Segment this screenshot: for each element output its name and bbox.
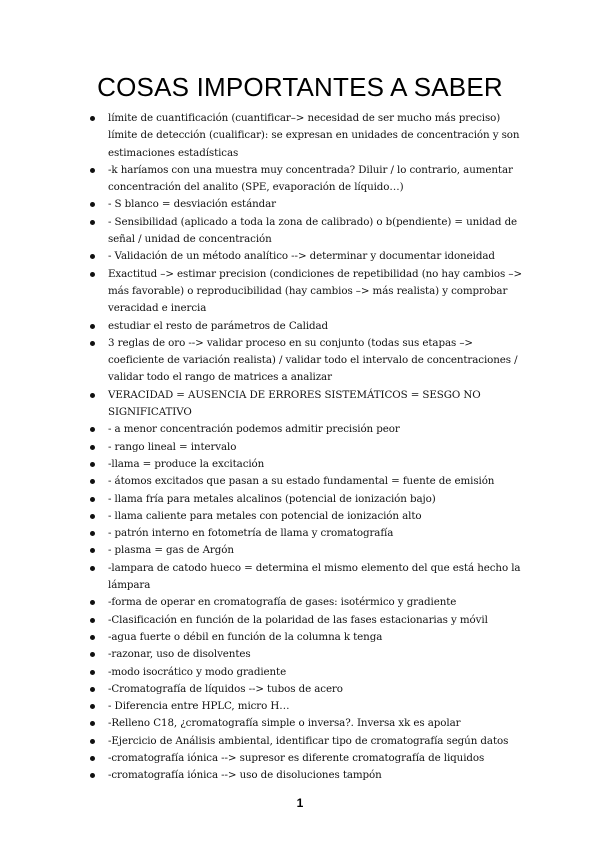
bullet-icon bbox=[90, 272, 95, 277]
list-item-text: -modo isocrático y modo gradiente bbox=[108, 665, 287, 678]
page-number: 1 bbox=[296, 796, 304, 810]
list-item-text: -Clasificación en función de la polaridad de las fases estacionarias y móvil bbox=[108, 613, 488, 626]
list-item bbox=[0, 560, 600, 595]
list-item bbox=[0, 439, 600, 456]
list-item bbox=[0, 664, 600, 681]
list-item-text: -Cromatografía de líquidos --> tubos de acero bbox=[108, 682, 343, 695]
list-item-text: - átomos excitados que pasan a su estado fundamental = fuente de emisión bbox=[108, 475, 495, 488]
list-item-text: - rango lineal = intervalo bbox=[108, 440, 237, 453]
list-item-text: - llama caliente para metales con potencial de ionización alto bbox=[108, 509, 422, 522]
list-item bbox=[0, 387, 600, 422]
list-item bbox=[0, 750, 600, 767]
list-item bbox=[0, 456, 600, 473]
list-item-text: - Sensibilidad (aplicado a toda la zona de calibrado) o b(pendiente) = unidad de señal / unidad de concentración bbox=[108, 215, 518, 246]
list-item-text: estudiar el resto de parámetros de Calidad bbox=[108, 319, 329, 332]
bullet-icon bbox=[90, 497, 95, 502]
list-item bbox=[0, 525, 600, 542]
list-item-text: -llama = produce la excitación bbox=[108, 457, 265, 470]
list-item bbox=[0, 318, 600, 335]
bullet-icon bbox=[90, 652, 95, 657]
list-item-text: -k haríamos con una muestra muy concentrada? Diluir / lo contrario, aumentar concentración del analito (SPE, evaporación de líquido…) bbox=[108, 163, 513, 194]
list-item-text: -Ejercicio de Análisis ambiental, identificar tipo de cromatografía según datos bbox=[108, 734, 509, 747]
list-item-text: -cromatografía iónica --> supresor es diferente cromatografía de liquidos bbox=[108, 751, 485, 764]
page-title: COSAS IMPORTANTES A SABER bbox=[97, 72, 503, 102]
list-item bbox=[0, 698, 600, 715]
list-item-text: - Diferencia entre HPLC, micro H… bbox=[108, 700, 290, 713]
list-item-text: -razonar, uso de disolventes bbox=[108, 648, 251, 661]
list-item-text: - a menor concentración podemos admitir precisión peor bbox=[108, 423, 400, 436]
list-item bbox=[0, 110, 600, 162]
bullet-icon bbox=[90, 393, 95, 398]
bullet-list bbox=[0, 110, 600, 785]
list-item bbox=[0, 733, 600, 750]
bullet-icon bbox=[90, 116, 95, 121]
list-item-text: - patrón interno en fotometría de llama y cromatografía bbox=[108, 527, 394, 540]
list-item bbox=[0, 508, 600, 525]
list-item bbox=[0, 214, 600, 249]
list-item bbox=[0, 767, 600, 784]
list-item bbox=[0, 594, 600, 611]
bullet-icon bbox=[90, 462, 95, 467]
bullet-icon bbox=[90, 531, 95, 536]
list-item-text: -cromatografía iónica --> uso de disoluciones tampón bbox=[108, 769, 382, 782]
list-item-text: - plasma = gas de Argón bbox=[108, 544, 234, 557]
list-item-text: - S blanco = desviación estándar bbox=[108, 198, 276, 211]
bullet-icon bbox=[90, 566, 95, 571]
bullet-icon bbox=[90, 635, 95, 640]
list-item bbox=[0, 162, 600, 197]
bullet-icon bbox=[90, 514, 95, 519]
list-item bbox=[0, 629, 600, 646]
list-item-text: límite de cuantificación (cuantificar–> necesidad de ser mucho más preciso) límite de detección (cualificar): se expresan en unidades de concentración y son estimaciones estadísticas bbox=[108, 112, 520, 159]
list-item-text: VERACIDAD = AUSENCIA DE ERRORES SISTEMÁTICOS = SESGO NO SIGNIFICATIVO bbox=[108, 388, 481, 419]
list-item-text: -agua fuerte o débil en función de la columna k tenga bbox=[108, 630, 383, 643]
list-item bbox=[0, 473, 600, 490]
bullet-icon bbox=[90, 600, 95, 605]
list-item-text: Exactitud –> estimar precision (condiciones de repetibilidad (no hay cambios –> más favorable) o reproducibilidad (hay cambios –> más realista) y comprobar veracidad e inercia bbox=[108, 267, 522, 315]
bullet-icon bbox=[90, 324, 95, 329]
bullet-icon bbox=[90, 670, 95, 675]
list-item bbox=[0, 248, 600, 265]
bullet-icon bbox=[90, 341, 95, 346]
list-item-text: -Relleno C18, ¿cromatografía simple o inversa?. Inversa xk es apolar bbox=[108, 717, 461, 730]
list-item-text: -forma de operar en cromatografía de gases: isotérmico y gradiente bbox=[108, 596, 457, 609]
bullet-icon bbox=[90, 202, 95, 207]
bullet-icon bbox=[90, 618, 95, 623]
list-item-text: 3 reglas de oro --> validar proceso en su conjunto (todas sus etapas –> coeficiente de variación realista) / validar todo el intervalo de concentraciones / validar todo el rango de matrices a analizar bbox=[108, 336, 518, 384]
bullet-icon bbox=[90, 548, 95, 553]
list-item bbox=[0, 681, 600, 698]
list-item bbox=[0, 542, 600, 559]
bullet-icon bbox=[90, 739, 95, 744]
list-item bbox=[0, 266, 600, 318]
bullet-icon bbox=[90, 687, 95, 692]
bullet-icon bbox=[90, 427, 95, 432]
list-item bbox=[0, 421, 600, 438]
list-item bbox=[0, 715, 600, 732]
bullet-icon bbox=[90, 704, 95, 709]
list-item bbox=[0, 196, 600, 213]
bullet-icon bbox=[90, 168, 95, 173]
list-item-text: - llama fría para metales alcalinos (potencial de ionización bajo) bbox=[108, 492, 436, 505]
list-item bbox=[0, 646, 600, 663]
bullet-icon bbox=[90, 445, 95, 450]
bullet-icon bbox=[90, 721, 95, 726]
bullet-icon bbox=[90, 773, 95, 778]
list-item bbox=[0, 491, 600, 508]
bullet-icon bbox=[90, 254, 95, 259]
list-item-text: - Validación de un método analítico --> determinar y documentar idoneidad bbox=[108, 250, 495, 263]
bullet-icon bbox=[90, 756, 95, 761]
list-item bbox=[0, 335, 600, 387]
list-item-text: -lampara de catodo hueco = determina el mismo elemento del que está hecho la lámpara bbox=[108, 561, 521, 592]
bullet-icon bbox=[90, 479, 95, 484]
list-item bbox=[0, 612, 600, 629]
bullet-icon bbox=[90, 220, 95, 225]
